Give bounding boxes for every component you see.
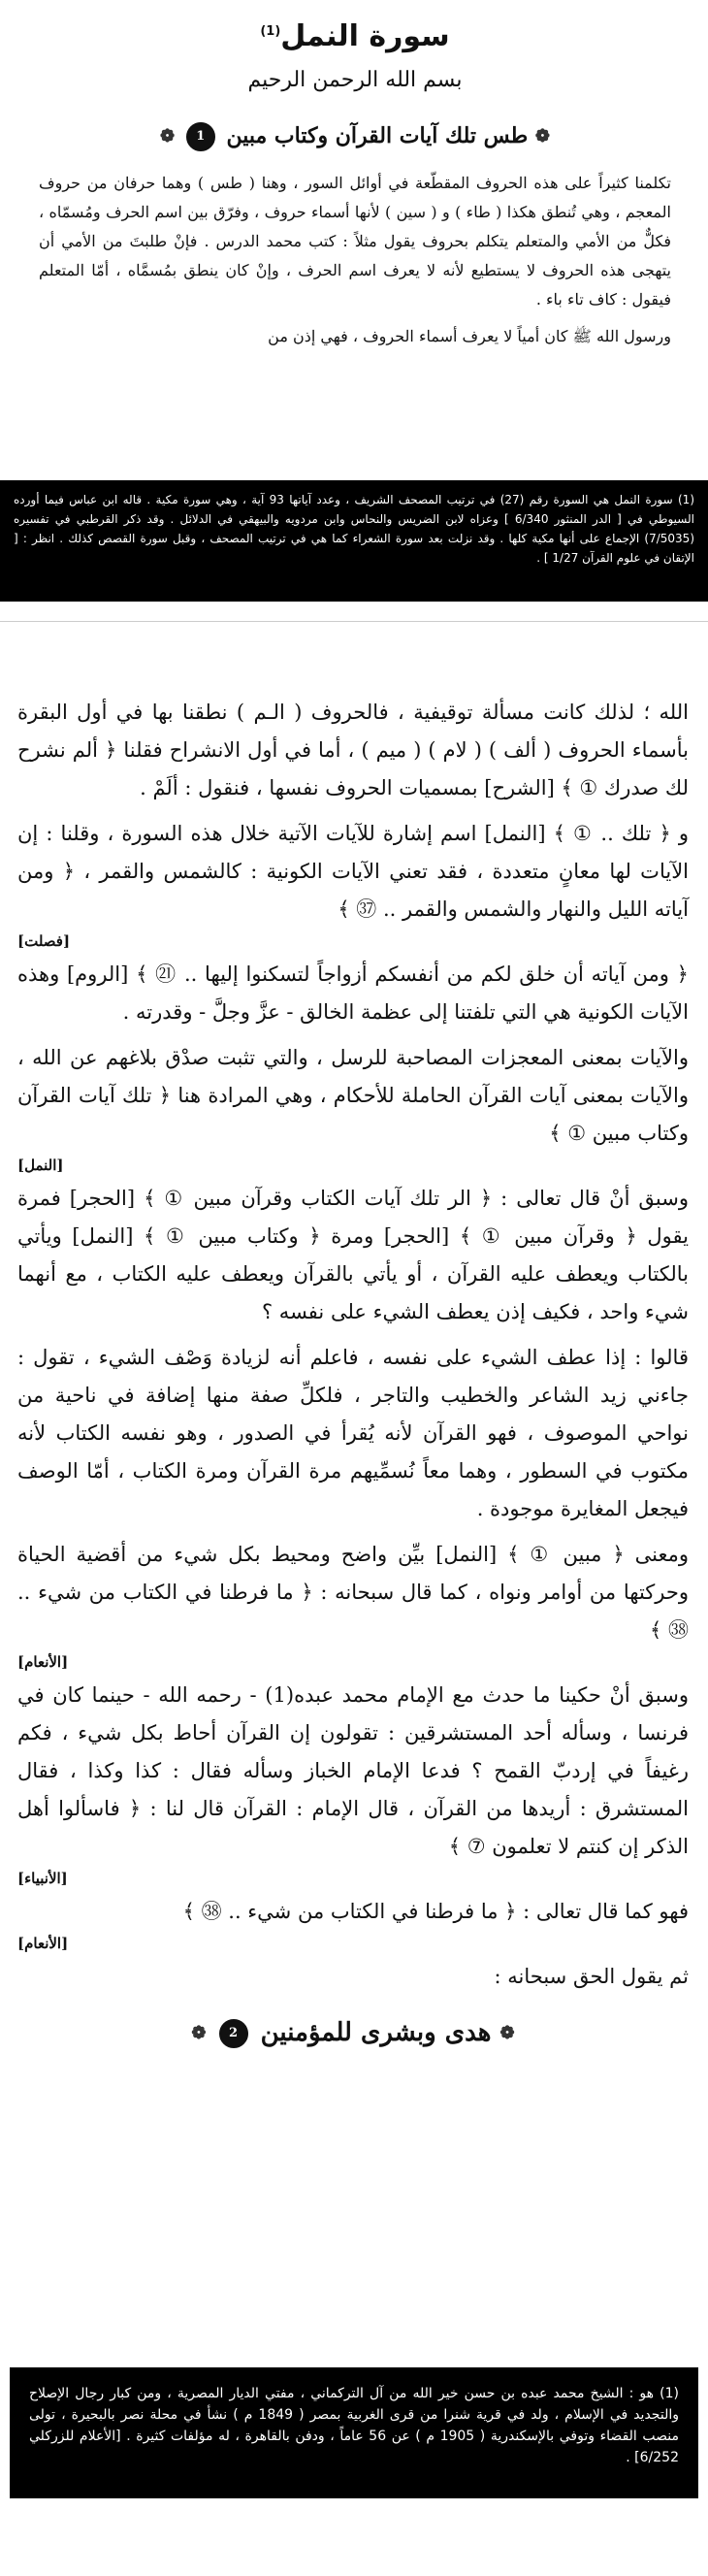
ornament-icon: ❁ [499, 2023, 515, 2043]
paragraph: وسبق أنْ حكينا ما حدث مع الإمام محمد عبده(1) - رحمه الله - حينما كان في فرنسا ، وسأله أحد المستشرقين : تقولون إن القرآن أحاط بكل شيء ، فكم رغيفاً في إردبّ القمح ؟ فدعا الإمام الخباز وسأله فقال : كذا وكذا ، فقال المستشرق : أريدها من القرآن ، قال الإمام : القرآن قال لنا : ﴿ فاسألوا أهل الذكر إن كنتم لا تعلمون ⑦ ﴾ [17, 1683, 689, 1858]
source-label: [الأنعام] [17, 1653, 69, 1671]
verse-number: 1 [186, 122, 215, 151]
closing-verse [17, 2004, 689, 2062]
title-footnote-mark[interactable]: (1) [260, 24, 281, 39]
ornament-icon: ❁ [534, 126, 550, 147]
opening-verse [68, 113, 642, 159]
basmala: بسم الله الرحمن الرحيم [247, 68, 463, 92]
paragraph: ﴿ ومن آياته أن خلق لكم من أنفسكم أزواجاً لتسكنوا إليها .. ㉑ ﴾ [الروم] وهذه الآيات الكونية هي التي تلفتنا إلى عظمة الخالق - عزَّ وجلَّ - وقدرته . [17, 962, 689, 1024]
paragraph: فهو كما قال تعالى : ﴿ ما فرطنا في الكتاب من شيء .. ㊳ ﴾ [182, 1900, 689, 1923]
paragraph: و ﴿ تلك .. ① ﴾ [النمل] اسم إشارة للآيات الآتية خلال هذه السورة ، وقلنا : إن الآيات لها معانٍ متعددة ، فقد تعني الآيات الكونية : كالشمس والقمر ، ﴿ ومن آياته الليل والنهار والشمس والقمر .. ㊲ ﴾ [17, 822, 689, 921]
paragraph: ورسول الله ﷺ كان أمياً لا يعرف أسماء الحروف ، فهي إذن من [268, 327, 671, 345]
surah-title-text: سورة النمل [280, 19, 450, 53]
source-label: [النمل] [17, 1157, 64, 1174]
footnote-box: (1) سورة النمل هي السورة رقم (27) في ترتيب المصحف الشريف ، وعدد آياتها 93 آية ، وهي سورة مكية . قاله ابن عباس فيما أورده السيوطي في [ الدر المنثور 6/340 ] وعزاه لابن الضريس والنحاس وابن مردويه والبيهقي في الدلائل . وقد ذكر القرطبي في تفسيره (7/5035) الإجماع على أنها مكية كلها . وقد نزلت بعد سورة الشعراء كما هي في ترتيب المصحف ، وقبل سورة القصص كذلك . انظر : [ الإتقان في علوم القرآن 1/27 ] . [0, 480, 708, 602]
opening-verse-text: طس تلك آيات القرآن وكتاب مبين [226, 123, 529, 148]
page-two [0, 694, 708, 2576]
paragraph: تكلمنا كثيراً على هذه الحروف المقطّعة في أوائل السور ، وهنا ( طس ) وهما حرفان من حروف المعجم ، وهي تُنطق هكذا ( طاء ) و ( سين ) لأنها أسماء حروف ، وفرّق بين اسم الحرف ومُسمّاه ، فكلٌّ من الأمي والمتعلم يتكلم بحروف يقول مثلاً : كتب محمد الدرس . فإنْ طلبتَ من الأمي أن يتهجى هذه الحروف لا يستطيع لأنه لا يعرف اسم الحرف ، وإنْ كان ينطق بمُسمَّاه ، أمّا المتعلم فيقول : كاف تاء باء . [39, 174, 671, 309]
page-one [0, 0, 708, 611]
surah-title [39, 19, 671, 62]
source-label: [الأنبياء] [17, 1870, 68, 1887]
paragraph: والآيات بمعنى المعجزات المصاحبة للرسل ، والتي تثبت صدْق بلاغهم عن الله ، والآيات بمعنى آيات القرآن الحاملة للأحكام ، وهي المرادة هنا ﴿ تلك آيات القرآن وكتاب مبين ① ﴾ [17, 1046, 689, 1145]
paragraph: الله ؛ لذلك كانت مسألة توقيفية ، فالحروف ( الـم ) نطقنا بها في أول البقرة بأسماء الحروف ( ألف ) ( لام ) ( ميم ) ، أما في أول الانشراح فقلنا ﴿ ألم نشرح لك صدرك ① ﴾ [الشرح] بمسميات الحروف نفسها ، فنقول : ألَمْ . [17, 701, 689, 799]
ornament-icon: ❁ [160, 126, 176, 147]
footnote-box: (1) هو : الشيخ محمد عبده بن حسن خير الله من آل التركماني ، مفتي الديار المصرية ، ومن كبار رجال الإصلاح والتجديد في الإسلام ، ولد في قرية شنرا من قرى الغربية بمصر ( 1849 م ) نشأ في محلة نصر بالبحيرة ، تولى منصب القضاء وتوفي بالإسكندرية ( 1905 م ) عن 56 عاماً ، ودفن بالقاهرة ، له مؤلفات كثيرة . [الأعلام للزركلي 6/252] . [10, 2367, 698, 2498]
source-label: [فصلت] [17, 932, 71, 950]
paragraph: ومعنى ﴿ مبين ① ﴾ [النمل] بيِّن واضح ومحيط بكل شيء من أقضية الحياة وحركتها من أوامر ونواه ، كما قال سبحانه : ﴿ ما فرطنا في الكتاب من شيء .. ㊳ ﴾ [17, 1543, 689, 1642]
page-divider [0, 621, 708, 622]
paragraph: قالوا : إذا عطف الشيء على نفسه ، فاعلم أنه لزيادة وَصْف الشيء ، تقول : جاءني زيد الشاعر والخطيب والتاجر ، فلكلِّ صفة منها إضافة في ناحية من نواحي الموصوف ، فهو القرآن لأنه يُقرأ في الصدور ، وهو نفسه الكتاب لأنه مكتوب في السطور ، وهما معاً نُسمِّيهم مرة القرآن ومرة الكتاب ، أمّا الوصف فيجعل المغايرة موجودة . [17, 1346, 689, 1520]
source-label: [الأنعام] [17, 1935, 69, 1952]
ornament-icon: ❁ [191, 2023, 207, 2043]
closing-verse-text: هدى وبشرى للمؤمنين [260, 2018, 492, 2047]
paragraph: وسبق أنْ قال تعالى : ﴿ الر تلك آيات الكتاب وقرآن مبين ① ﴾ [الحجر] فمرة يقول ﴿ وقرآن مبين ① ﴾ [الحجر] ومرة ﴿ وكتاب مبين ① ﴾ [النمل] ويأتي بالكتاب ويعطف عليه القرآن ، أو يأتي بالقرآن ويعطف عليه الكتاب ، مع أنهما شيء واحد ، فكيف إذن يعطف الشيء على نفسه ؟ [17, 1187, 689, 1323]
verse-number: 2 [219, 2019, 248, 2048]
paragraph: ثم يقول الحق سبحانه : [494, 1965, 689, 1988]
